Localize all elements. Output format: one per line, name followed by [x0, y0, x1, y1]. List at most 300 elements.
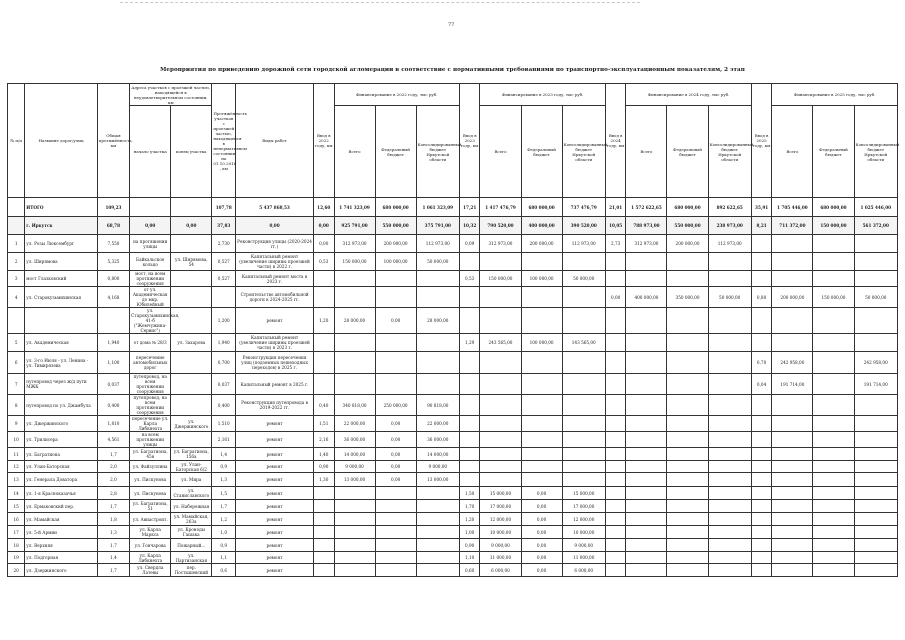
cell-f22: 250 000,00	[375, 395, 416, 416]
table-row	[8, 487, 898, 500]
cell-c25	[854, 334, 897, 352]
cell-i23	[459, 308, 480, 334]
cell-t22	[334, 526, 375, 539]
cell-e: ул. Захарова	[171, 334, 212, 352]
cell-t22: 9 000,00	[334, 461, 375, 473]
cell-t22	[334, 539, 375, 552]
cell-f24	[667, 461, 708, 473]
header-input-2024: Ввод в 2024 году, км	[605, 84, 626, 198]
cell-i22: 1,30	[313, 473, 334, 487]
cell-s: на всем протяжении улицы	[130, 432, 171, 448]
cell-i25	[751, 432, 772, 448]
cell-i25	[751, 473, 772, 487]
cell-t23: 17 000,00	[480, 500, 521, 513]
cell-c25	[854, 432, 897, 448]
cell-i23: 1,10	[459, 552, 480, 564]
cell-t23: 10 000,00	[480, 526, 521, 539]
cell-i22	[313, 513, 334, 526]
cell-i24	[605, 513, 626, 526]
cell-i22: 0,00	[313, 217, 334, 235]
cell-c22: 112 973,00	[416, 235, 459, 253]
cell-s: ул. Карла Либкнехта	[130, 552, 171, 564]
cell-share: 0,9	[212, 539, 236, 552]
cell-f22	[375, 564, 416, 577]
cell-road: ул. Старокузьмихинская	[25, 287, 97, 308]
table-row	[8, 432, 898, 448]
cell-len: 5,325	[97, 253, 129, 271]
cell-i22	[313, 374, 334, 395]
table-row	[8, 308, 898, 334]
cell-work: ремонт	[236, 416, 314, 432]
cell-work: ремонт	[236, 432, 314, 448]
cell-t25: 200 000,00	[772, 287, 813, 308]
cell-f23: 100 000,00	[521, 271, 562, 287]
cell-f23: 0,00	[521, 552, 562, 564]
cell-c22	[416, 334, 459, 352]
cell-i25	[751, 334, 772, 352]
cell-t24: 400 000,00	[626, 287, 667, 308]
cell-f22	[375, 500, 416, 513]
cell-s: ул. Гончарова	[130, 539, 171, 552]
table-row	[8, 217, 898, 235]
cell-t24	[626, 539, 667, 552]
cell-t22	[334, 500, 375, 513]
cell-t23	[480, 473, 521, 487]
cell-i22: 0,40	[313, 395, 334, 416]
cell-num	[8, 198, 25, 217]
header-fin-2023: Финансирование в 2023 году, тыс руб.	[480, 84, 605, 106]
cell-e	[171, 432, 212, 448]
table-row	[8, 334, 898, 352]
cell-t24	[626, 352, 667, 374]
cell-c22	[416, 539, 459, 552]
cell-f24: 200 000,00	[667, 235, 708, 253]
cell-num: 5	[8, 334, 25, 352]
cell-f24	[667, 539, 708, 552]
cell-len: 2,0	[97, 461, 129, 473]
cell-f22	[375, 271, 416, 287]
cell-len: 7,550	[97, 235, 129, 253]
cell-t24	[626, 374, 667, 395]
cell-road: мост Глазковский	[25, 271, 97, 287]
cell-f22: 0,00	[375, 448, 416, 461]
cell-f25: 150 000,00	[813, 287, 854, 308]
cell-c22	[416, 352, 459, 374]
cell-work: ремонт	[236, 526, 314, 539]
cell-i25	[751, 500, 772, 513]
cell-f23	[521, 253, 562, 271]
cell-c25	[854, 448, 897, 461]
cell-work: Строительство автомобильной дороги в 2024-2025 гг.	[236, 287, 314, 308]
cell-c23: 10 000,00	[562, 526, 605, 539]
header-consolidated-2024: Консолидированный бюджет Иркутской области	[708, 106, 751, 198]
cell-share: 1,510	[212, 416, 236, 432]
cell-s: ул. Карла Маркса	[130, 526, 171, 539]
cell-c24	[708, 352, 751, 374]
cell-road: ул. Верхняя	[25, 539, 97, 552]
cell-f23: 100 000,00	[521, 334, 562, 352]
header-federal-2023: Федеральный бюджет	[521, 106, 562, 198]
cell-i25	[751, 416, 772, 432]
cell-share: 2,730	[212, 235, 236, 253]
cell-f22	[375, 487, 416, 500]
cell-f25	[813, 539, 854, 552]
header-total-2023: Всего	[480, 106, 521, 198]
cell-road	[25, 308, 97, 334]
cell-f24	[667, 308, 708, 334]
cell-f25	[813, 513, 854, 526]
cell-i24: 2,73	[605, 235, 626, 253]
cell-i24	[605, 432, 626, 448]
cell-i22: 0,53	[313, 253, 334, 271]
cell-f23	[521, 308, 562, 334]
cell-t25	[772, 235, 813, 253]
cell-i23	[459, 352, 480, 374]
header-total-2025: Всего	[772, 106, 813, 198]
header-fin-2024: Финансирование в 2024 году, тыс руб.	[626, 84, 751, 106]
cell-work: ремонт	[236, 461, 314, 473]
cell-len: 2,0	[97, 473, 129, 487]
cell-share: 0,700	[212, 352, 236, 374]
cell-len	[97, 308, 129, 334]
cell-i23: 17,21	[459, 198, 480, 217]
cell-c25	[854, 253, 897, 271]
cell-t23	[480, 448, 521, 461]
cell-t24	[626, 461, 667, 473]
cell-f22	[375, 526, 416, 539]
cell-share: 1,3	[212, 473, 236, 487]
cell-c23: 50 000,00	[562, 271, 605, 287]
table-row	[8, 564, 898, 577]
cell-work: ремонт	[236, 308, 314, 334]
cell-t22: 150 000,00	[334, 253, 375, 271]
cell-t24	[626, 271, 667, 287]
cell-f23	[521, 287, 562, 308]
cell-num: 20	[8, 564, 25, 577]
cell-f22	[375, 334, 416, 352]
cell-num: 7	[8, 374, 25, 395]
cell-f25	[813, 526, 854, 539]
cell-c22: 14 000,00	[416, 448, 459, 461]
cell-i25	[751, 526, 772, 539]
cell-s: ул. Свердла Латевы	[130, 564, 171, 577]
cell-len: 0,400	[97, 395, 129, 416]
cell-f24: 680 000,00	[667, 198, 708, 217]
cell-t22: 13 000,00	[334, 473, 375, 487]
cell-f25	[813, 308, 854, 334]
cell-share: 1,2	[212, 513, 236, 526]
cell-c23	[562, 432, 605, 448]
cell-share: 1,1	[212, 552, 236, 564]
cell-c22	[416, 552, 459, 564]
cell-f24	[667, 564, 708, 577]
cell-i24: 21,01	[605, 198, 626, 217]
cell-f24	[667, 513, 708, 526]
cell-e: ул. Кроноды Гашака	[171, 526, 212, 539]
cell-num: 6	[8, 352, 25, 374]
cell-c23	[562, 473, 605, 487]
cell-e: ул. Мира	[171, 473, 212, 487]
cell-i22	[313, 352, 334, 374]
scan-artifact-line	[120, 2, 640, 4]
cell-i25: 8,21	[751, 217, 772, 235]
header-addr-end: конец участка	[171, 106, 212, 198]
cell-f25	[813, 461, 854, 473]
cell-s: ул. Багратиона, 51	[130, 500, 171, 513]
cell-f25	[813, 352, 854, 374]
cell-i23	[459, 448, 480, 461]
header-total-2024: Всего	[626, 106, 667, 198]
cell-work: ремонт	[236, 513, 314, 526]
cell-e	[171, 271, 212, 287]
cell-f22: 200 000,00	[375, 235, 416, 253]
cell-f25	[813, 334, 854, 352]
cell-num	[8, 217, 25, 235]
cell-e: ул. Багратиона, 156а	[171, 448, 212, 461]
cell-f23: 0,00	[521, 526, 562, 539]
cell-i25	[751, 552, 772, 564]
cell-t25: 711 372,00	[772, 217, 813, 235]
cell-f23	[521, 461, 562, 473]
cell-t23: 150 000,00	[480, 271, 521, 287]
cell-c25: 242 958,00	[854, 352, 897, 374]
cell-num: 18	[8, 539, 25, 552]
cell-road: ул. Мамайская	[25, 513, 97, 526]
cell-share: 107,78	[212, 198, 236, 217]
header-address: Адреса участков с проезжей частью, находящейся в неудовлетворительном состоянии, км	[131, 84, 211, 105]
cell-i23: 0,60	[459, 564, 480, 577]
cell-len: 1,4	[97, 552, 129, 564]
cell-share: 0,037	[212, 374, 236, 395]
cell-c23	[562, 395, 605, 416]
header-share: Протяжённость участков с проезжей частью, находящейся в ненормативном состоянии на 01.10.2016 , км	[212, 84, 236, 198]
cell-i24	[605, 526, 626, 539]
cell-i23: 0,09	[459, 235, 480, 253]
cell-e: пер. Постышевский	[171, 564, 212, 577]
cell-c23	[562, 308, 605, 334]
cell-share: 1,4	[212, 448, 236, 461]
cell-c24	[708, 334, 751, 352]
cell-i25	[751, 564, 772, 577]
cell-t25	[772, 487, 813, 500]
cell-c23: 6 000,00	[562, 564, 605, 577]
cell-num: 16	[8, 513, 25, 526]
cell-s: ул. Пискунова	[130, 473, 171, 487]
table-row	[8, 539, 898, 552]
cell-t25	[772, 526, 813, 539]
cell-t23	[480, 352, 521, 374]
cell-c24	[708, 395, 751, 416]
cell-f25	[813, 235, 854, 253]
table-row	[8, 416, 898, 432]
cell-f24	[667, 395, 708, 416]
cell-i25	[751, 539, 772, 552]
cell-road: ул. Улан-Баторская	[25, 461, 97, 473]
cell-t23	[480, 253, 521, 271]
cell-t22: 22 000,00	[334, 416, 375, 432]
cell-c22: 1 061 323,09	[416, 198, 459, 217]
cell-f22: 680 000,00	[375, 198, 416, 217]
cell-i24	[605, 395, 626, 416]
cell-num: 4	[8, 287, 25, 308]
table-row	[8, 235, 898, 253]
header-num: № п/п	[8, 84, 25, 198]
cell-i24	[605, 334, 626, 352]
cell-c22	[416, 271, 459, 287]
cell-work: ремонт	[236, 564, 314, 577]
cell-t24	[626, 513, 667, 526]
cell-t22	[334, 287, 375, 308]
cell-i24	[605, 253, 626, 271]
cell-t23	[480, 461, 521, 473]
cell-work: Реконструкция улицы (2020-2024 гг.)	[236, 235, 314, 253]
cell-i23: 10,32	[459, 217, 480, 235]
cell-f23	[521, 416, 562, 432]
cell-t24	[626, 253, 667, 271]
document-title: Мероприятия по приведению дорожной сети городской агломерации в соответствие с нормативными требованиями по транспортно-эксплуатационным показателям, 2 этап	[160, 67, 745, 73]
cell-c23: 9 000,00	[562, 539, 605, 552]
cell-i23: 0,90	[459, 539, 480, 552]
table-row	[8, 352, 898, 374]
header-length: Общая протяжённость, км	[97, 84, 129, 198]
cell-i23	[459, 395, 480, 416]
cell-c22	[416, 487, 459, 500]
cell-e: ул. Станиславского	[171, 487, 212, 500]
cell-f24	[667, 253, 708, 271]
cell-road: ИТОГО	[25, 198, 97, 217]
cell-c22: 375 791,00	[416, 217, 459, 235]
cell-i25	[751, 395, 772, 416]
cell-s: путепровод, на всем протяжении сооружения	[130, 395, 171, 416]
cell-len: 1,940	[97, 334, 129, 352]
cell-c24: 112 973,00	[708, 235, 751, 253]
cell-f22	[375, 552, 416, 564]
cell-f22: 0,00	[375, 473, 416, 487]
cell-road: путепровод через ж/д пути МЖК	[25, 374, 97, 395]
header-consolidated-2025: Консолидированный бюджет Иркутской области	[854, 106, 897, 198]
cell-i22	[313, 487, 334, 500]
cell-i23: 1,50	[459, 487, 480, 500]
cell-t25	[772, 448, 813, 461]
cell-f25	[813, 500, 854, 513]
cell-i22: 0,90	[313, 461, 334, 473]
cell-work: ремонт	[236, 473, 314, 487]
cell-t25	[772, 473, 813, 487]
cell-e: ул. Улан-Баторская 6/2	[171, 461, 212, 473]
cell-len: 109,23	[97, 198, 129, 217]
cell-f25	[813, 487, 854, 500]
header-fin-2022: Финансирование в 2022 году, тыс руб.	[334, 84, 459, 106]
cell-c25: 191 714,00	[854, 374, 897, 395]
cell-i25: 35,91	[751, 198, 772, 217]
cell-e: ул. Партизанская	[171, 552, 212, 564]
cell-t23	[480, 287, 521, 308]
cell-len: 1,7	[97, 448, 129, 461]
cell-s: ул. Файзуллина	[130, 461, 171, 473]
cell-i22: 0,00	[313, 235, 334, 253]
cell-share: 2,161	[212, 432, 236, 448]
cell-num: 8	[8, 395, 25, 416]
cell-f22	[375, 374, 416, 395]
cell-i25	[751, 487, 772, 500]
cell-e: Пожарный...	[171, 539, 212, 552]
cell-c22	[416, 564, 459, 577]
cell-s: пересечение ул. Карла Либкнехта	[130, 416, 171, 432]
cell-i22: 12,60	[313, 198, 334, 217]
cell-e: ул. Джержинского	[171, 416, 212, 432]
cell-c24: 50 000,00	[708, 287, 751, 308]
cell-f24	[667, 448, 708, 461]
cell-t22: 28 000,00	[334, 308, 375, 334]
cell-t23: 11 000,00	[480, 552, 521, 564]
cell-e: 0,00	[171, 217, 212, 235]
cell-t22	[334, 334, 375, 352]
cell-road: ул. Генерала Доватора	[25, 473, 97, 487]
cell-t25	[772, 461, 813, 473]
cell-t22	[334, 564, 375, 577]
cell-num: 11	[8, 448, 25, 461]
cell-i22: 1,20	[313, 308, 334, 334]
cell-s: мост, на всем протяжении сооружения	[130, 271, 171, 287]
cell-c24: 238 973,00	[708, 217, 751, 235]
cell-len: 0,037	[97, 374, 129, 395]
cell-i25	[751, 448, 772, 461]
cell-i23	[459, 461, 480, 473]
cell-share: 0,6	[212, 564, 236, 577]
cell-i24	[605, 271, 626, 287]
cell-c24	[708, 552, 751, 564]
cell-c22	[416, 500, 459, 513]
cell-num: 10	[8, 432, 25, 448]
cell-t22	[334, 487, 375, 500]
cell-t22: 312 973,00	[334, 235, 375, 253]
cell-s: ул. Старокузьмихинская, 41-б ("Жемчужина-Сервис")	[131, 308, 180, 333]
cell-i22: 1,40	[313, 448, 334, 461]
cell-road: ул. Дзержинского	[25, 564, 97, 577]
cell-c22	[416, 287, 459, 308]
cell-t22	[334, 552, 375, 564]
cell-f22: 0,00	[375, 416, 416, 432]
cell-c23	[562, 287, 605, 308]
roads-table	[7, 83, 898, 577]
cell-t22: 36 000,00	[334, 432, 375, 448]
cell-road: ул. Розы Люксембург	[25, 235, 97, 253]
cell-t23: 790 520,00	[480, 217, 521, 235]
cell-t23: 9 000,00	[480, 539, 521, 552]
cell-road: ул. Трилисера	[25, 432, 97, 448]
header-road: Название дорог/улиц	[25, 84, 97, 198]
cell-t22: 14 000,00	[334, 448, 375, 461]
cell-f23	[521, 352, 562, 374]
cell-c24	[708, 487, 751, 500]
cell-t23	[480, 432, 521, 448]
cell-num: 19	[8, 552, 25, 564]
cell-c23	[562, 374, 605, 395]
cell-num: 14	[8, 487, 25, 500]
cell-t25	[772, 253, 813, 271]
cell-t25	[772, 500, 813, 513]
cell-i23	[459, 287, 480, 308]
cell-t25	[772, 552, 813, 564]
cell-c25: 1 025 446,00	[854, 198, 897, 217]
cell-c25	[854, 395, 897, 416]
cell-share: 0,400	[212, 395, 236, 416]
cell-c23: 737 476,79	[562, 198, 605, 217]
cell-f24	[667, 552, 708, 564]
cell-i24	[605, 352, 626, 374]
cell-i23: 1,29	[459, 334, 480, 352]
cell-c24	[708, 448, 751, 461]
